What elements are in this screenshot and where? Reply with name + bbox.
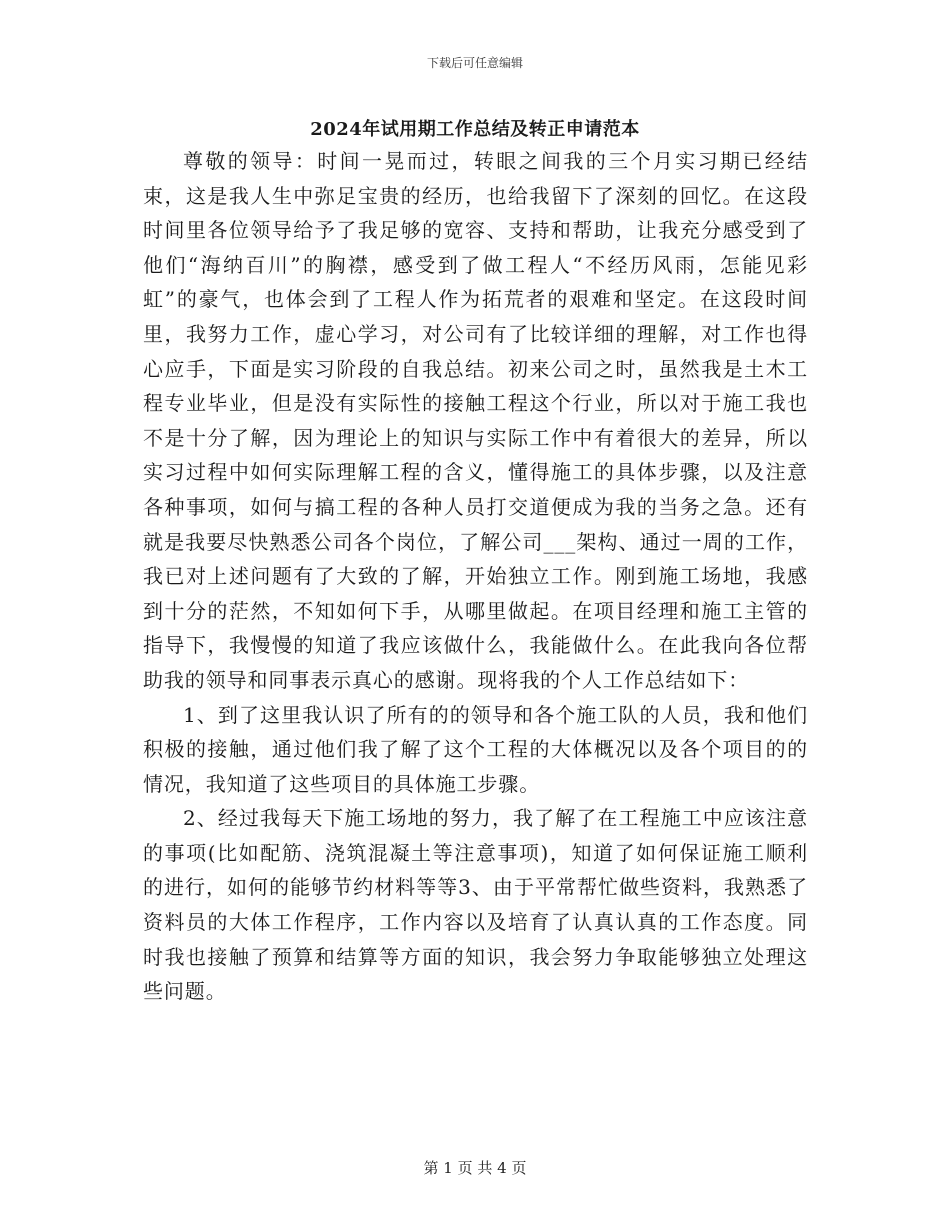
paragraph-intro: 尊敬的领导：时间一晃而过，转眼之间我的三个月实习期已经结束，这是我人生中弥足宝贵的经历，也给我留下了深刻的回忆。在这段时间里各位领导给予了我足够的宽容、支持和帮助，让我充分感受到了他们“海纳百川”的胸襟，感受到了做工程人“不经历风雨，怎能见彩虹”的豪气，也体会到了工程人作为拓荒者的艰难和坚定。在这段时间里，我努力工作，虚心学习，对公司有了比较详细的理解，对工作也得心应手，下面是实习阶段的自我总结。初来公司之时，虽然我是土木工程专业毕业，但是没有实际性的接触工程这个行业，所以对于施工我也不是十分了解，因为理论上的知识与实际工作中有着很大的差异，所以实习过程中如何实际理解工程的含义，懂得施工的具体步骤，以及注意各种事项，如何与搞工程的各种人员打交道便成为我的当务之急。还有就是我要尽快熟悉公司各个岗位，了解公司___架构、通过一周的工作，我已对上述问题有了大致的了解，开始独立工作。刚到施工场地，我感到十分的茫然，不知如何下手，从哪里做起。在项目经理和施工主管的指导下，我慢慢的知道了我应该做什么，我能做什么。在此我向各位帮助我的领导和同事表示真心的感谢。现将我的个人工作总结如下：: [143, 149, 808, 692]
document-title: 2024年试用期工作总结及转正申请范本: [310, 119, 640, 140]
page-header-note: 下载后可任意编辑: [426, 56, 523, 70]
document-body: [143, 144, 808, 1009]
page-number: 第 1 页 共 4 页: [423, 1159, 527, 1177]
paragraph-item-2: 2、经过我每天下施工场地的努力，我了解了在工程施工中应该注意的事项(比如配筋、浇筑混凝土等注意事项)，知道了如何保证施工顺利的进行，如何的能够节约材料等等3、由于平常帮忙做些资料，我熟悉了资料员的大体工作程序，工作内容以及培育了认真认真的工作态度。同时我也接触了预算和结算等方面的知识，我会努力争取能够独立处理这些问题。: [143, 806, 808, 1004]
paragraph-item-1: 1、到了这里我认识了所有的的领导和各个施工队的人员，我和他们积极的接触，通过他们我了解了这个工程的大体概况以及各个项目的的情况，我知道了这些项目的具体施工步骤。: [143, 702, 808, 796]
